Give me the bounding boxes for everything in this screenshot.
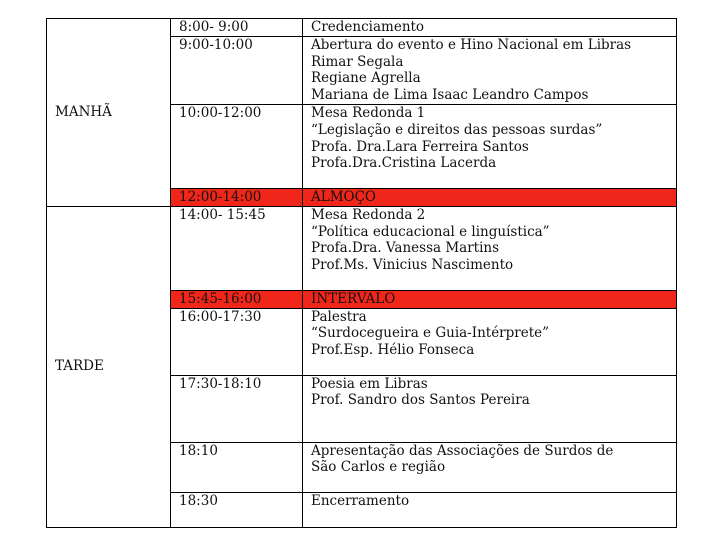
time-cell: 15:45-16:00 <box>171 290 303 308</box>
activity-line: Apresentação das Associações de Surdos de <box>311 442 614 459</box>
activity-line: Rimar Segala <box>311 53 404 70</box>
activity-line: Poesia em Libras <box>311 375 428 392</box>
activity-line: INTERVALO <box>311 290 396 307</box>
activity-cell <box>303 36 677 104</box>
time-cell: 12:00-14:00 <box>171 188 303 206</box>
activity-line: Regiane Agrella <box>311 70 421 87</box>
activity-cell <box>303 290 677 308</box>
activity-line: “Surdocegueira e Guia-Intérprete” <box>311 325 550 342</box>
time-cell: 10:00-12:00 <box>171 104 303 188</box>
activity-cell <box>303 206 677 290</box>
activity-line: “Legislação e direitos das pessoas surdas” <box>311 121 603 138</box>
activity-cell <box>303 492 677 527</box>
activity-line: Encerramento <box>311 492 410 509</box>
time-cell: 14:00- 15:45 <box>171 206 303 290</box>
activity-line: ALMOÇO <box>311 188 377 205</box>
activity-line: Profa. Dra.Lara Ferreira Santos <box>311 138 529 155</box>
activity-line: Prof.Esp. Hélio Fonseca <box>311 342 475 359</box>
activity-cell <box>303 442 677 492</box>
activity-cell <box>303 19 677 37</box>
schedule-row <box>47 206 677 290</box>
activity-line: Profa.Dra. Vanessa Martins <box>311 240 500 257</box>
activity-line: Mariana de Lima Isaac Leandro Campos <box>311 87 589 104</box>
activity-line: Mesa Redonda 2 <box>311 206 426 223</box>
activity-line: Credenciamento <box>311 19 425 35</box>
period-label-morning: MANHÃ <box>47 19 171 207</box>
time-cell: 17:30-18:10 <box>171 375 303 442</box>
time-cell: 18:10 <box>171 442 303 492</box>
activity-cell <box>303 308 677 375</box>
activity-line: Abertura do evento e Hino Nacional em Libras <box>311 36 632 53</box>
schedule-row <box>47 19 677 37</box>
time-cell: 9:00-10:00 <box>171 36 303 104</box>
activity-line: Palestra <box>311 308 367 325</box>
time-cell: 16:00-17:30 <box>171 308 303 375</box>
activity-line: Mesa Redonda 1 <box>311 104 426 121</box>
activity-line: “Política educacional e linguística” <box>311 223 550 240</box>
activity-line: São Carlos e região <box>311 459 446 476</box>
activity-cell <box>303 188 677 206</box>
activity-line: Prof. Sandro dos Santos Pereira <box>311 392 530 409</box>
time-cell: 8:00- 9:00 <box>171 19 303 37</box>
schedule-table <box>46 18 677 528</box>
activity-cell <box>303 104 677 188</box>
activity-cell <box>303 375 677 442</box>
time-cell: 18:30 <box>171 492 303 527</box>
period-label-afternoon: TARDE <box>47 206 171 527</box>
activity-line: Profa.Dra.Cristina Lacerda <box>311 155 497 172</box>
activity-line: Prof.Ms. Vinicius Nascimento <box>311 257 514 274</box>
